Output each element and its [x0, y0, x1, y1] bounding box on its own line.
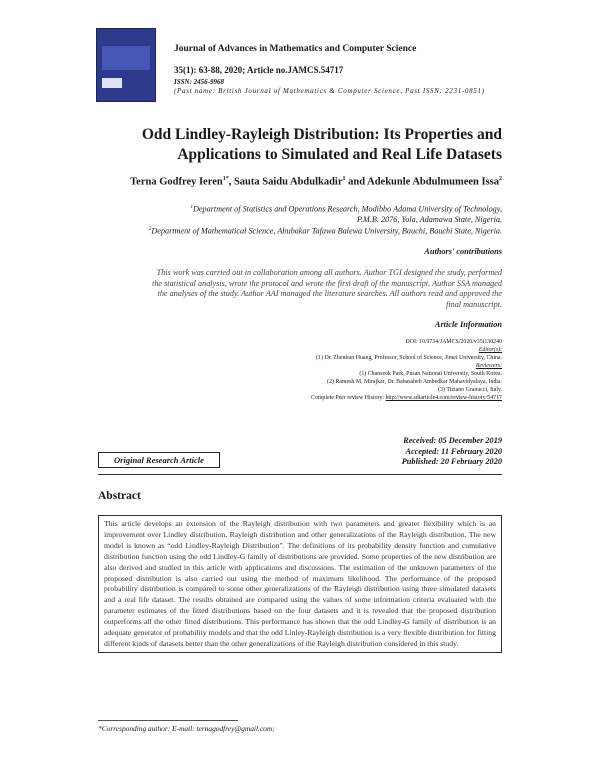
author-sep: , [228, 176, 234, 188]
affiliation-2-line-1: Department of Mathematical Science, Abubakar Tafawa Balewa University, Bauchi, Bauchi State, Nigeria. [151, 226, 502, 236]
footnote-rule [98, 720, 238, 721]
author-2-sup: 1 [342, 176, 346, 182]
affiliation-1 [100, 203, 502, 226]
contributions-line-2: the statistical analysis, wrote the protocol and wrote the first draft of the manuscript. Author SSA managed [152, 278, 502, 288]
author-1-sup: 1* [222, 176, 229, 182]
corresponding-author-footnote: *Corresponding author: E-mail: ternagodfrey@gmail.com; [98, 724, 275, 733]
contributions-heading: Authors' contributions [424, 247, 502, 256]
reviewer-1: (1) Chanseok Park, Pusan National University, South Korea. [359, 371, 502, 377]
title-line-1: Odd Lindley-Rayleigh Distribution: Its Properties and [141, 126, 502, 143]
doi: DOI: 10.9734/JAMCS/2020/v35i130240 [405, 339, 502, 345]
journal-cover-thumbnail [96, 28, 156, 102]
author-3: Adekunle Abdulmumeen Issa [367, 176, 499, 188]
article-info-block [200, 338, 502, 402]
author-and: and [345, 176, 368, 188]
volume-line: 35(1): 63-88, 2020; Article no.JAMCS.54717 [174, 65, 344, 75]
article-type-box: Original Research Article [98, 452, 220, 468]
issn: ISSN: 2456-9968 [174, 78, 224, 86]
accepted-date: Accepted: 11 February 2020 [405, 446, 502, 456]
paper-title [100, 125, 502, 165]
author-3-sup: 2 [499, 176, 502, 182]
peer-review-history-label: Complete Peer review History: [310, 395, 386, 401]
contributions-text [100, 268, 502, 310]
reviewer-2: (2) Ramesh M. Mirajkar, Dr. Babasaheb Ambedkar Mahavidyalaya, India. [327, 379, 502, 385]
author-1: Terna Godfrey Ieren [130, 176, 223, 188]
cover-band [102, 46, 150, 70]
contributions-line-1: This work was carried out in collaboration among all authors. Author TGI designed the study, performed [156, 268, 502, 277]
contributions-line-4: final manuscript. [446, 299, 502, 309]
cover-logo-block [102, 78, 122, 88]
reviewers-label: Reviewers: [475, 363, 502, 369]
article-info-heading: Article Information [434, 320, 502, 329]
abstract-heading: Abstract [98, 490, 141, 502]
affiliation-2 [100, 225, 502, 237]
journal-name: Journal of Advances in Mathematics and Computer Science [174, 44, 417, 54]
author-2: Sauta Saidu Abdulkadir [233, 176, 343, 188]
received-date: Received: 05 December 2019 [403, 436, 502, 445]
reviewer-3: (3) Tiziano Granucci, Italy. [438, 387, 502, 393]
author-list [100, 176, 502, 188]
contributions-line-3: the analyses of the study. Author AAI managed the literature searches. All authors read and approved the [157, 289, 502, 299]
section-divider [98, 474, 502, 475]
title-line-2: Applications to Simulated and Real Life Datasets [177, 146, 502, 163]
publication-dates [300, 436, 502, 468]
abstract-text: This article develops an extension of the Rayleigh distribution with two parameters and greater flexibility which is an improvement over Lindley distribution, Rayleigh distribution and other generalizations of the Rayleigh distribution. The new model is known as “odd Lindley-Rayleigh Distribution”. The definitions of its probability density function and cumulative distribution function using the odd Lindley-G family of distributions are provided. Some properties of the new distribution are also derived and studied in this article with applications and discussions. The estimation of the unknown parameters of the proposed distribution is also carried out using the method of maximum likelihood. The performance of the proposed probability distribution is compared to some other generalizations of the Rayleigh distribution using three simulated datasets and a real life dataset. The results obtained are compared using the values of some information criteria evaluated with the parameter estimates of the fitted distributions based on the four datasets and it is revealed that the proposed distribution outperforms all the other fitted distributions. This performance has shown that the odd Lindley-G family of distribution is an adequate generator of probability models and that the odd Linley-Rayleigh distribution is a very flexible distribution for fitting different kinds of datasets better than the other generalizations of the Rayleigh distribution considered in this study. [98, 515, 502, 653]
editors-label: Editor(s): [478, 347, 502, 353]
peer-review-history-link[interactable]: http://www.sdiarticle4.com/review-history/54717 [385, 395, 502, 401]
past-name: (Past name: British Journal of Mathematics & Computer Science, Past ISSN: 2231-0851) [174, 87, 485, 95]
published-date: Published: 20 February 2020 [401, 457, 502, 466]
editor-1: (1) Dr. Zhenkun Huang, Professor, School of Science, Jimei University, China. [316, 355, 502, 361]
affiliation-1-line-2: P.M.B. 2076, Yola, Adamawa State, Nigeria. [357, 215, 502, 225]
affiliation-2-sup: 2 [148, 227, 152, 232]
affiliation-1-line-1: Department of Statistics and Operations Research, Modibbo Adama University of Technology, [193, 204, 502, 214]
affiliation-1-sup: 1 [190, 205, 194, 210]
